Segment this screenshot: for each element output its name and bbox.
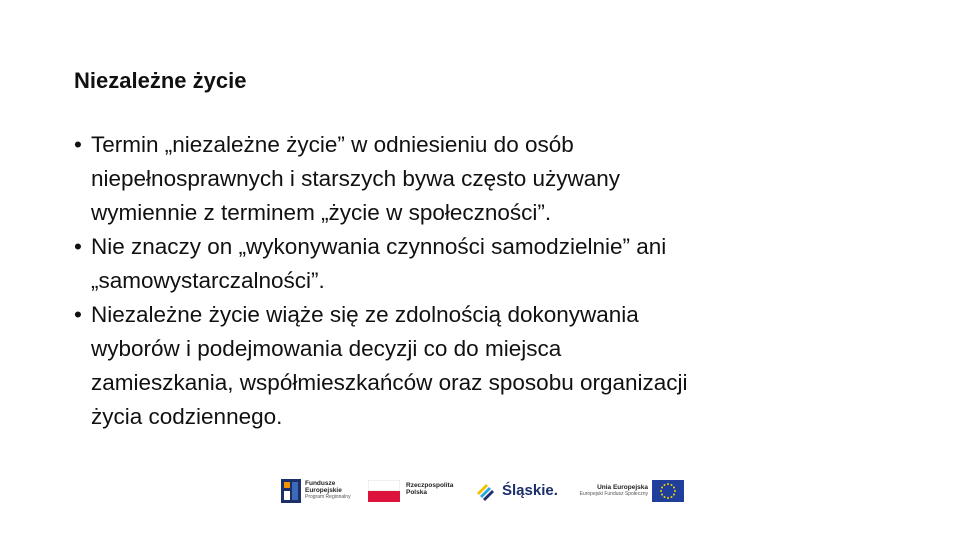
bullet-item bbox=[74, 298, 874, 434]
slaskie-name: Śląskie. bbox=[502, 482, 558, 499]
fundusze-europejskie-icon bbox=[280, 476, 302, 506]
fundusze-europejskie-logo bbox=[280, 476, 352, 506]
slaskie-logo bbox=[474, 476, 560, 506]
slide-title: Niezależne życie bbox=[74, 68, 247, 93]
bullet-text-line: „samowystarczalności”. bbox=[91, 268, 325, 293]
bullet-text-line: wyborów i podejmowania decyzji co do miejsca bbox=[91, 336, 562, 361]
bullet-text-line: niepełnosprawnych i starszych bywa często używany bbox=[91, 166, 620, 191]
bullet-text-line: wymiennie z terminem „życie w społeczności”. bbox=[91, 200, 552, 225]
eu-flag-icon bbox=[652, 480, 684, 502]
bullet-text-line: Termin „niezależne życie” w odniesieniu do osób bbox=[91, 132, 574, 157]
fundusze-sub: Program Regionalny bbox=[305, 494, 351, 500]
bullet-text-line: zamieszkania, współmieszkańców oraz sposobu organizacji bbox=[91, 370, 688, 395]
polish-flag-icon bbox=[368, 480, 400, 502]
rzeczpospolita-name: Rzeczpospolita bbox=[406, 482, 454, 489]
fundusze-europejskie-text bbox=[305, 480, 353, 500]
slaskie-icon bbox=[474, 479, 498, 503]
rzeczpospolita-polska-logo bbox=[366, 476, 458, 506]
ue-sub: Europejski Fundusz Społeczny bbox=[579, 491, 648, 497]
bullet-text-line: Niezależne życie wiąże się ze zdolnością dokonywania bbox=[91, 302, 639, 327]
fundusze-name-2: Europejskie bbox=[305, 487, 342, 494]
rzeczpospolita-name-2: Polska bbox=[406, 489, 427, 496]
ue-text bbox=[574, 484, 648, 497]
ue-name: Unia Europejska bbox=[597, 484, 648, 491]
bullet-text-line: życia codziennego. bbox=[91, 404, 283, 429]
bullet-list bbox=[74, 128, 874, 434]
bullet-text-line: Nie znaczy on „wykonywania czynności samodzielnie” ani bbox=[91, 234, 667, 259]
bullet-item bbox=[74, 230, 874, 298]
unia-europejska-logo bbox=[574, 476, 680, 506]
bullet-dot-icon: • bbox=[74, 234, 82, 259]
rzeczpospolita-text bbox=[406, 482, 462, 496]
fundusze-name: Fundusze bbox=[305, 480, 336, 487]
bullet-item bbox=[74, 128, 874, 230]
footer-logos bbox=[280, 476, 680, 506]
bullet-dot-icon: • bbox=[74, 302, 82, 327]
bullet-dot-icon: • bbox=[74, 132, 82, 157]
